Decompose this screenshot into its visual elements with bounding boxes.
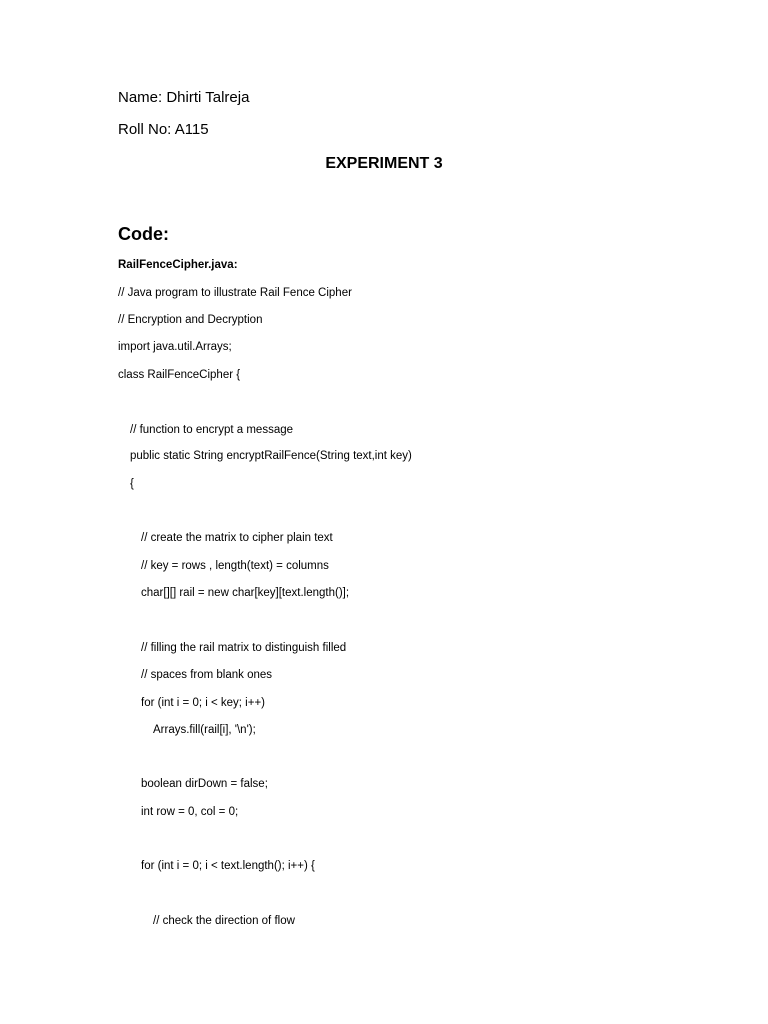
code-line: // filling the rail matrix to distinguish filled [141, 642, 347, 654]
code-line: import java.util.Arrays; [118, 341, 232, 353]
code-line: public static String encryptRailFence(String text,int key) [130, 450, 412, 462]
code-line: char[][] rail = new char[key][text.length()]; [141, 587, 350, 599]
code-line: { [130, 478, 134, 490]
source-filename: RailFenceCipher.java: [118, 259, 238, 271]
code-line: // spaces from blank ones [141, 669, 273, 681]
code-line: Arrays.fill(rail[i], '\n'); [153, 724, 256, 736]
code-line: // create the matrix to cipher plain text [141, 532, 333, 544]
code-line: for (int i = 0; i < key; i++) [141, 697, 265, 709]
code-line: class RailFenceCipher { [118, 369, 241, 381]
student-name: Name: Dhirti Talreja [118, 89, 250, 106]
code-line: // key = rows , length(text) = columns [141, 560, 329, 572]
code-line: boolean dirDown = false; [141, 778, 268, 790]
code-line: // function to encrypt a message [130, 424, 294, 436]
roll-number: Roll No: A115 [118, 121, 209, 138]
code-line: // Encryption and Decryption [118, 314, 263, 326]
code-line: // Java program to illustrate Rail Fence Cipher [118, 287, 352, 299]
experiment-title: EXPERIMENT 3 [325, 155, 443, 172]
code-line: // check the direction of flow [153, 915, 295, 927]
code-line: int row = 0, col = 0; [141, 806, 239, 818]
code-line: for (int i = 0; i < text.length(); i++) { [141, 860, 315, 872]
code-section-heading: Code: [118, 224, 169, 244]
